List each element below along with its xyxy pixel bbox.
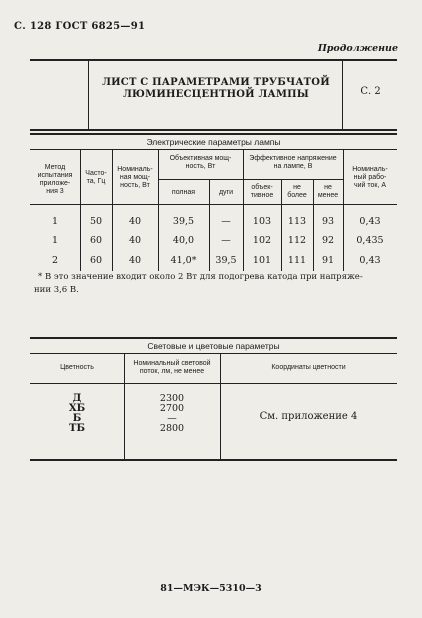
table-rule <box>30 353 397 354</box>
subheader-rule <box>158 179 343 180</box>
cell-power: 40 <box>128 255 142 266</box>
table-top-rule <box>30 133 397 135</box>
cell-power-arc: 39,5 <box>215 255 237 266</box>
cell-voltage-objective: 102 <box>252 235 272 246</box>
cell-current: 0,43 <box>359 255 381 266</box>
col-header-voltage-min: не менее <box>317 184 339 199</box>
column-divider <box>80 149 81 271</box>
table-top-rule <box>30 337 397 339</box>
col-header-power-arc: дуги <box>218 189 234 196</box>
col-header-frequency: Часто- та, Гц <box>85 170 107 185</box>
sheet-title <box>92 77 340 101</box>
table-rule <box>30 149 397 150</box>
table-row <box>30 235 397 249</box>
cell-voltage-max: 111 <box>287 255 307 266</box>
footnote <box>34 271 400 297</box>
cell-method: 2 <box>51 255 59 266</box>
title-block-divider <box>342 59 343 129</box>
cell-voltage-objective: 103 <box>252 216 272 227</box>
col-header-coords: Координаты цветности <box>271 364 346 371</box>
coords-reference: См. приложение 4 <box>259 411 358 422</box>
header-bottom-rule <box>30 383 397 384</box>
list-item: 2300 <box>159 393 185 404</box>
sheet-title-line: ЛЮМИНЕСЦЕНТНОЙ ЛАМПЫ <box>122 89 310 100</box>
cell-frequency: 60 <box>89 255 103 266</box>
col-header-current: Номиналь- ный рабо- чий ток, А <box>352 166 388 189</box>
table-bottom-rule <box>30 459 397 461</box>
page-reference: С. 128 ГОСТ 6825—91 <box>14 21 146 32</box>
color-list <box>30 394 124 434</box>
footnote-line: нии 3,6 В. <box>34 285 79 295</box>
cell-voltage-min: 93 <box>321 216 335 227</box>
list-item: 2800 <box>159 423 185 434</box>
col-header-color: Цветность <box>60 364 94 371</box>
col-header-effective-power: Объективная мощ- ность, Вт <box>169 155 232 170</box>
header-bottom-rule <box>30 204 397 205</box>
cell-voltage-min: 91 <box>321 255 335 266</box>
list-item: ТБ <box>69 423 85 434</box>
cell-method: 1 <box>51 216 59 227</box>
cell-power-full: 40,0 <box>172 235 195 246</box>
continuation-label: Продолжение <box>317 43 398 54</box>
cell-power-arc: — <box>221 235 231 246</box>
col-header-effective-voltage: Эффективное напряжение на лампе, В <box>249 155 337 170</box>
page-footer: 81—МЭК—5310—3 <box>160 583 262 594</box>
cell-power: 40 <box>128 216 142 227</box>
cell-frequency: 60 <box>89 235 103 246</box>
sheet-page-number: С. 2 <box>360 86 381 97</box>
col-header-power-full: полная <box>171 189 196 196</box>
cell-power-full: 39,5 <box>172 216 195 227</box>
col-header-voltage-objective: объек- тивное <box>250 184 274 199</box>
footnote-line: * В это значение входит около 2 Вт для подогрева катода при напряже- <box>38 272 363 282</box>
col-header-method: Метод испытания приложе- ния 3 <box>37 164 73 195</box>
cell-current: 0,435 <box>356 235 384 246</box>
sheet-title-line: ЛИСТ С ПАРАМЕТРАМИ ТРУБЧАТОЙ <box>102 77 330 88</box>
cell-voltage-objective: 101 <box>252 255 272 266</box>
cell-voltage-min: 92 <box>321 235 335 246</box>
list-item: — <box>167 413 177 424</box>
electrical-caption: Электрические параметры лампы <box>146 137 281 147</box>
cell-power: 40 <box>128 235 142 246</box>
col-header-power: Номиналь- ная мощ- ность, Вт <box>117 166 153 189</box>
cell-current: 0,43 <box>359 216 381 227</box>
table-row <box>30 216 397 230</box>
cell-power-full: 41,0* <box>170 255 197 266</box>
table-row <box>30 255 397 269</box>
cell-frequency: 50 <box>89 216 103 227</box>
col-header-voltage-max: не более <box>287 184 307 199</box>
list-item: ХБ <box>68 403 86 414</box>
light-caption: Световые и цветовые параметры <box>147 341 280 351</box>
cell-power-arc: — <box>221 216 231 227</box>
flux-list <box>124 394 220 434</box>
list-item: Д <box>72 393 82 404</box>
cell-method: 1 <box>51 235 59 246</box>
cell-voltage-max: 112 <box>287 235 307 246</box>
title-block-divider <box>88 59 89 129</box>
cell-voltage-max: 113 <box>287 216 307 227</box>
col-header-flux: Номинальный световой поток, лм, не менее <box>133 360 211 375</box>
list-item: Б <box>72 413 82 424</box>
list-item: 2700 <box>159 403 185 414</box>
